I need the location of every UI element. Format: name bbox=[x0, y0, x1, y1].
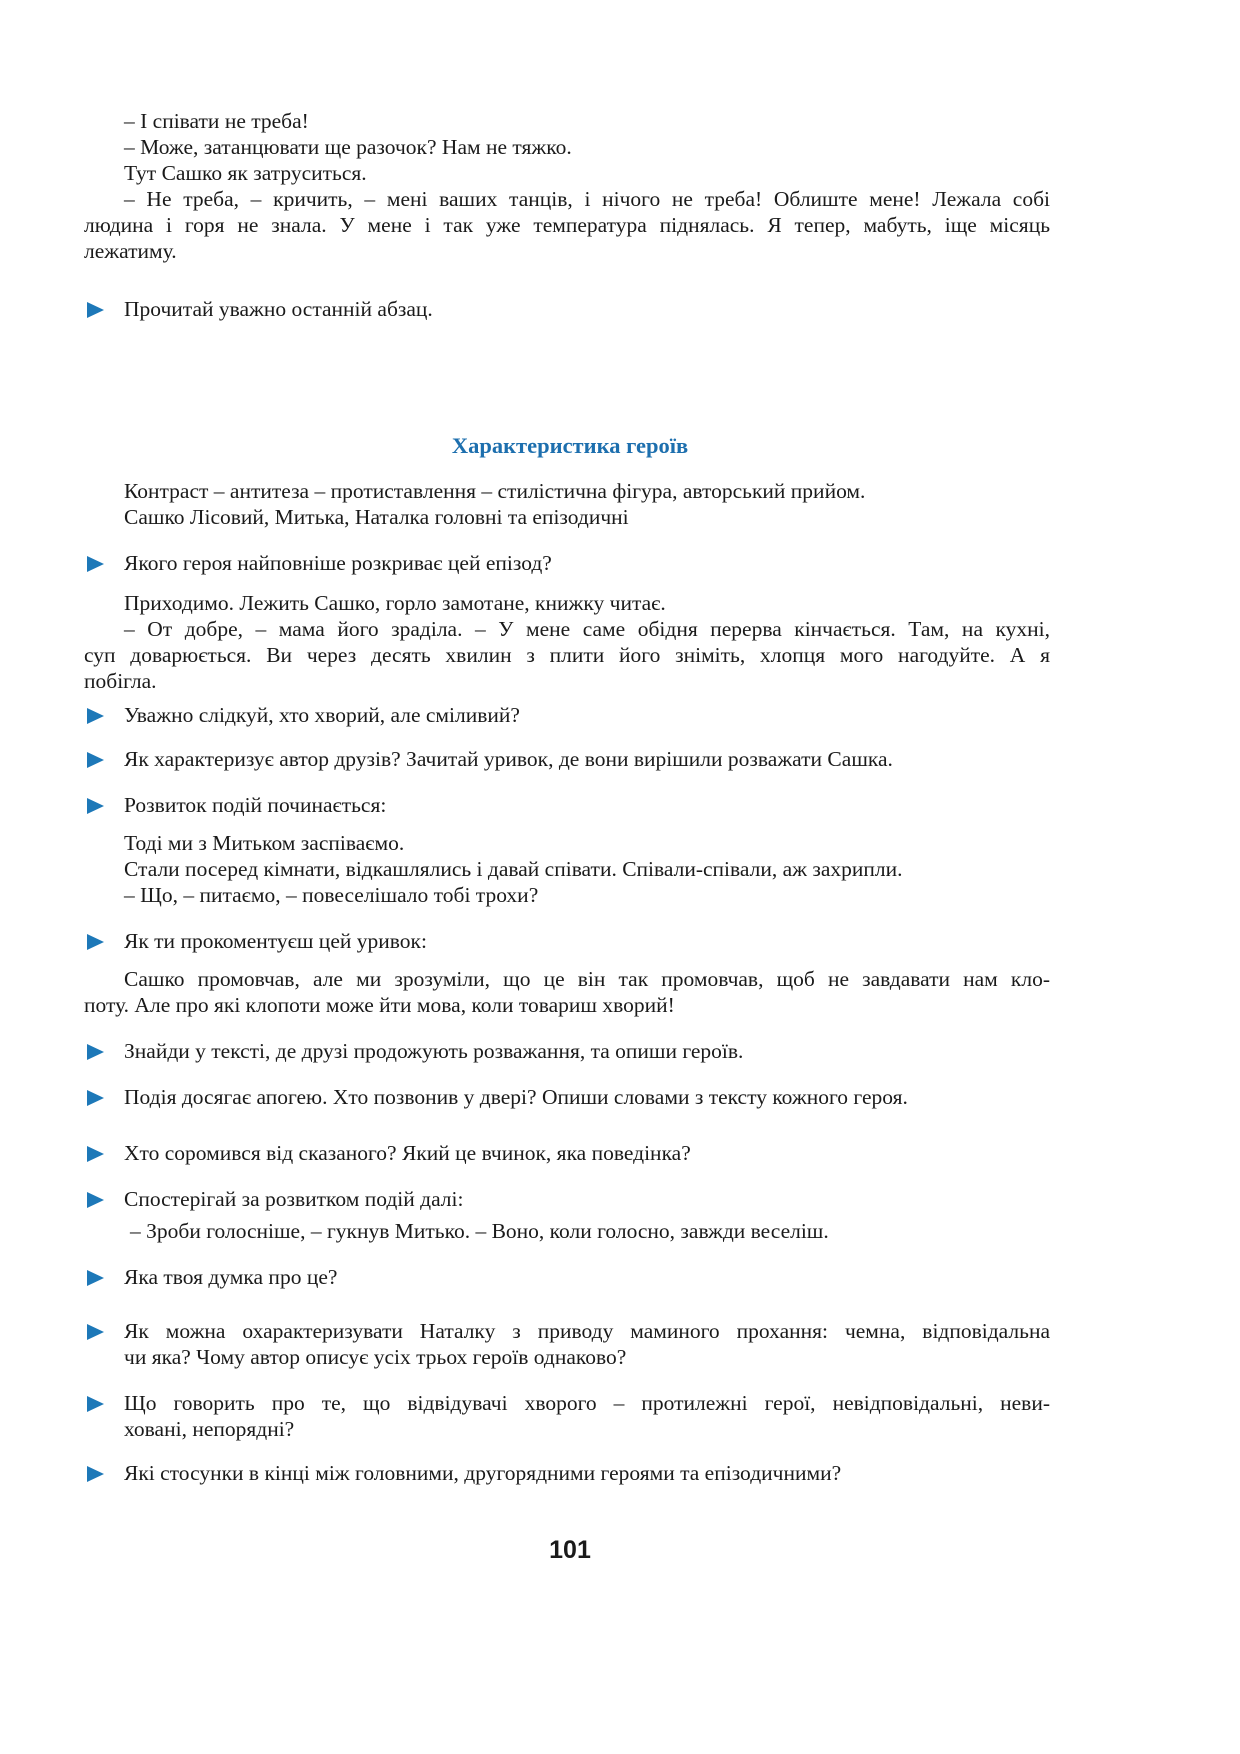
excerpt-line: – Що, – питаємо, – повеселішало тобі трохи? bbox=[124, 883, 539, 907]
dialogue-line: лежатиму. bbox=[84, 239, 177, 263]
question-10: Яка твоя думка про це? bbox=[124, 1264, 1050, 1290]
question-13: Які стосунки в кінці між головними, другорядними героями та епізодичними? bbox=[124, 1460, 1050, 1486]
question-1: Якого героя найповніше розкриває цей епізод? bbox=[124, 550, 1050, 576]
question-8: Хто соромився від сказаного? Який це вчинок, яка поведінка? bbox=[124, 1140, 1050, 1166]
question-9-quote: – Зроби голосніше, – гукнув Митько. – Воно, коли голосно, завжди веселіш. bbox=[130, 1219, 829, 1243]
intro-line: Сашко Лісовий, Митька, Наталка головні та епізодичні bbox=[124, 505, 629, 529]
excerpt-line: Тоді ми з Митьком заспіваємо. bbox=[124, 831, 405, 855]
question-12-cont: ховані, непорядні? bbox=[124, 1417, 295, 1441]
excerpt-line: Приходимо. Лежить Сашко, горло замотане, книжку читає. bbox=[124, 591, 666, 615]
question-12: Що говорить про те, що відвідувачі хворого – протилежні герої, невідповідальні, неви- bbox=[124, 1391, 1050, 1415]
question-3: Як характеризує автор друзів? Зачитай уривок, де вони вирішили розважати Сашка. bbox=[124, 746, 1050, 772]
question-9: Спостерігай за розвитком подій далі: bbox=[124, 1186, 1050, 1212]
dialogue-line: Тут Сашко як затруситься. bbox=[124, 161, 367, 185]
question-11: Як можна охарактеризувати Наталку з приводу маминого прохання: чемна, відповідальна bbox=[124, 1319, 1050, 1343]
dialogue-line: – Не треба, – кричить, – мені ваших танців, і нічого не треба! Облиште мене! Лежала собі bbox=[124, 187, 1050, 211]
page-number: 101 bbox=[549, 1536, 591, 1564]
section-title: Характеристика героїв bbox=[451, 433, 689, 458]
excerpt-line: суп доварюється. Ви через десять хвилин з плити його зніміть, хлопця мого нагодуйте. А я bbox=[84, 643, 1050, 667]
task-read-paragraph: Прочитай уважно останній абзац. bbox=[124, 296, 1050, 322]
intro-line: Контраст – антитеза – протиставлення – стилістична фігура, авторський прийом. bbox=[124, 479, 866, 503]
excerpt-line: – От добре, – мама його зраділа. – У мене саме обідня перерва кінчається. Там, на кухні, bbox=[124, 617, 1050, 641]
dialogue-line: людина і горя не знала. У мене і так уже температура піднялась. Я тепер, мабуть, іще місяць bbox=[84, 213, 1050, 237]
question-11-cont: чи яка? Чому автор описує усіх трьох героїв однаково? bbox=[124, 1345, 627, 1369]
excerpt-line: Сашко промовчав, але ми зрозуміли, що це він так промовчав, щоб не завдавати нам кло- bbox=[124, 967, 1050, 991]
excerpt-line: побігла. bbox=[84, 669, 157, 693]
question-4: Розвиток подій починається: bbox=[124, 792, 1050, 818]
dialogue-line: – І співати не треба! bbox=[124, 109, 309, 133]
dialogue-line: – Може, затанцювати ще разочок? Нам не тяжко. bbox=[124, 135, 572, 159]
excerpt-line: Стали посеред кімнати, відкашлялись і давай співати. Співали-співали, аж захрипли. bbox=[124, 857, 903, 881]
excerpt-line: поту. Але про які клопоти може йти мова, коли товариш хворий! bbox=[84, 993, 675, 1017]
question-2: Уважно слідкуй, хто хворий, але сміливий? bbox=[124, 702, 1050, 728]
question-6: Знайди у тексті, де друзі продожують розважання, та опиши героїв. bbox=[124, 1038, 1050, 1064]
question-7: Подія досягає апогею. Хто позвонив у двері? Опиши словами з тексту кожного героя. bbox=[124, 1084, 1050, 1110]
question-5: Як ти прокоментуєш цей уривок: bbox=[124, 928, 1050, 954]
